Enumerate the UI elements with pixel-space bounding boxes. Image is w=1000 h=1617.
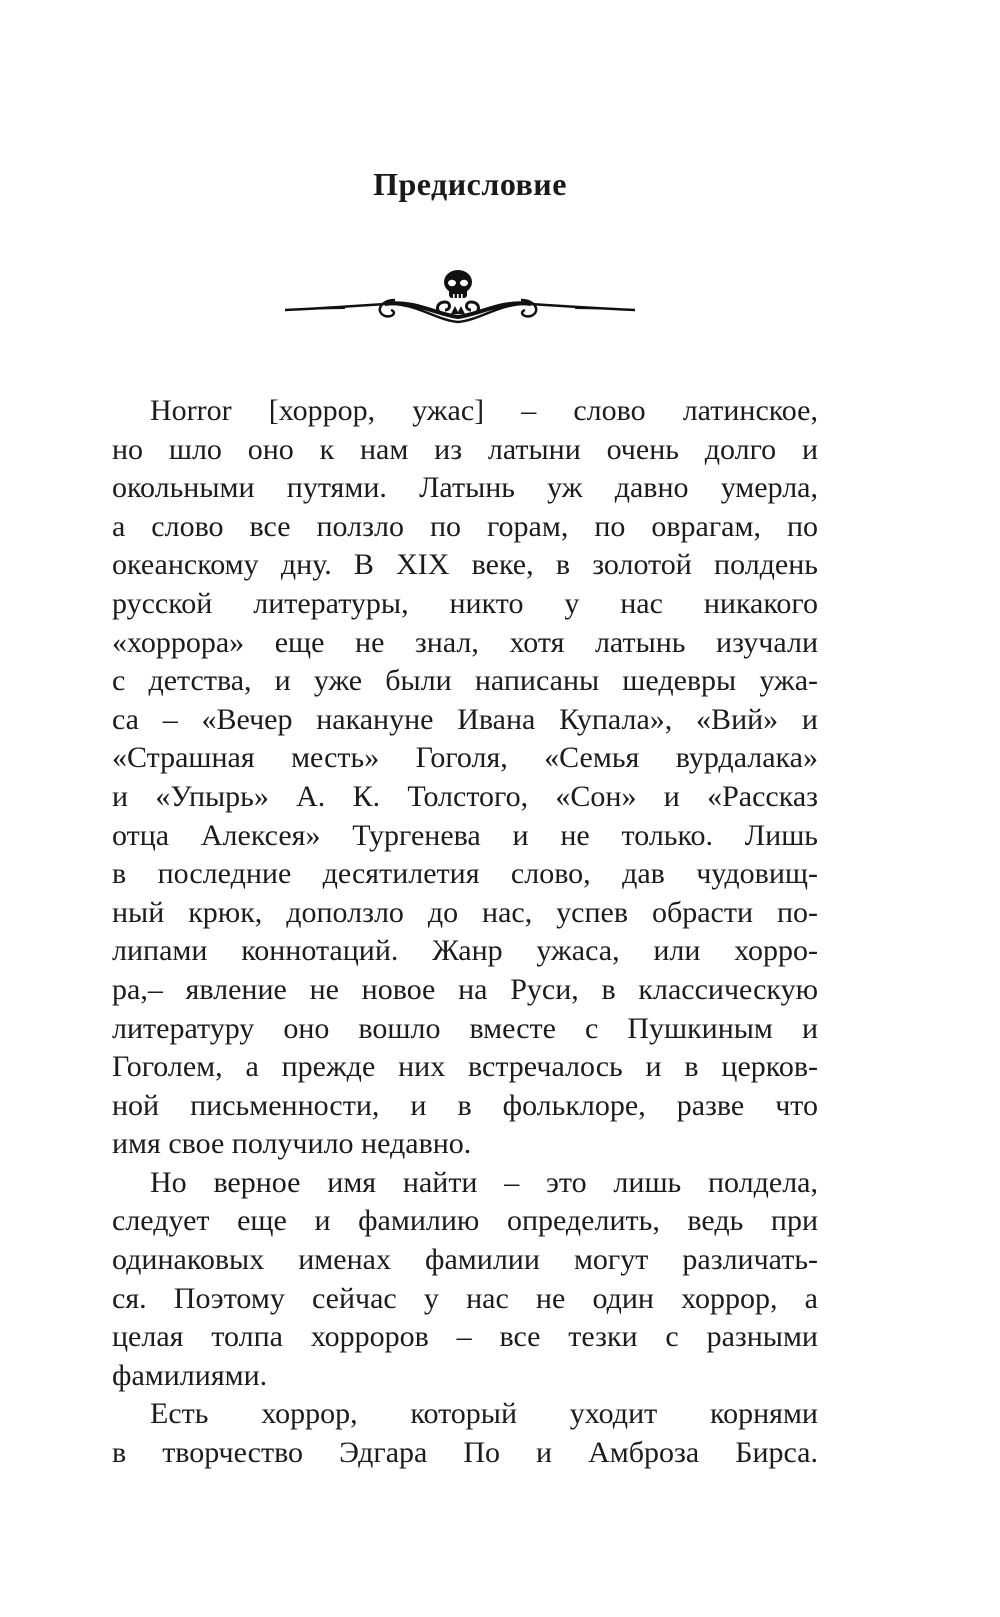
text-line: в последние десятилетия слово, дав чудовищ- (112, 857, 818, 891)
text-line: ной письменности, и в фольклоре, разве что (112, 1088, 818, 1122)
chapter-title: Предисловие (373, 166, 567, 202)
text-line: Но верное имя найти – это лишь полдела, (150, 1165, 818, 1199)
text-line: Есть хоррор, который уходит корнями (150, 1397, 818, 1431)
text-line: русской литературы, никто у нас никакого (112, 586, 818, 620)
text-line: Гоголем, а прежде них встречалось и в церков- (112, 1050, 818, 1084)
text-line: следует еще и фамилию определить, ведь при (112, 1204, 818, 1238)
text-line: са – «Вечер накануне Ивана Купала», «Вий» и (112, 702, 818, 736)
text-line: литературу оно вошло вместе с Пушкиным и (112, 1011, 818, 1045)
text-line: но шло оно к нам из латыни очень долго и (112, 432, 818, 466)
text-line: ный крюк, доползло до нас, успев обрасти по- (112, 895, 818, 929)
text-line: океанскому дну. В XIX веке, в золотой полдень (112, 548, 818, 582)
body-text (112, 392, 818, 1473)
text-line: с детства, и уже были написаны шедевры ужа- (112, 664, 818, 698)
text-line: «Страшная месть» Гоголя, «Семья вурдалака» (112, 741, 818, 775)
text-line: ра,– явление не новое на Руси, в классическую (112, 972, 818, 1006)
text-line: ся. Поэтому сейчас у нас не один хоррор, а (112, 1281, 818, 1315)
text-line: отца Алексея» Тургенева и не только. Лишь (112, 818, 818, 852)
text-line: фамилиями. (112, 1358, 268, 1392)
text-line: целая толпа хорроров – все тезки с разными (112, 1320, 818, 1354)
text-line: в творчество Эдгара По и Амброза Бирса. (112, 1436, 818, 1470)
text-line: имя свое получило недавно. (112, 1127, 472, 1161)
text-line: а слово все ползло по горам, по оврагам, по (112, 509, 818, 543)
text-line: Horror [хоррор, ужас] – слово латинское, (150, 394, 818, 427)
skull-flourish-ornament-icon (285, 270, 665, 340)
text-line: одинаковых именах фамилии могут различать- (112, 1243, 818, 1277)
text-line: окольными путями. Латынь уж давно умерла, (112, 471, 818, 505)
text-line: липами коннотаций. Жанр ужаса, или хорро- (112, 934, 818, 968)
text-line: и «Упырь» А. К. Толстого, «Сон» и «Рассказ (112, 779, 818, 813)
text-line: «хоррора» еще не знал, хотя латынь изучали (112, 625, 818, 659)
